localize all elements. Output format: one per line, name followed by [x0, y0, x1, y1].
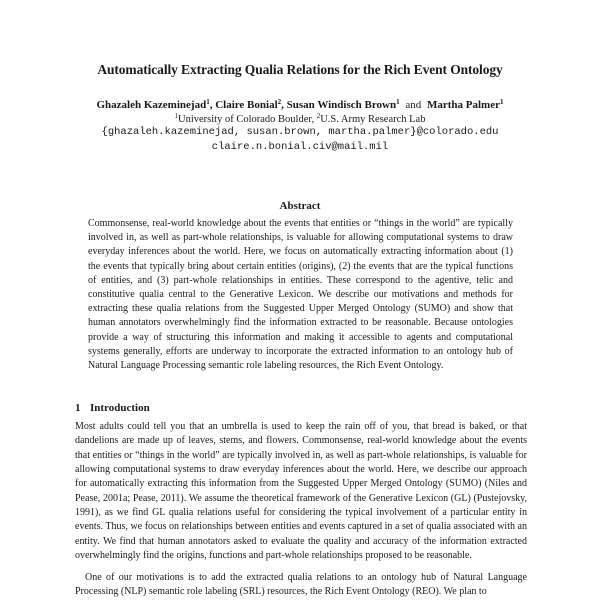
affil-text: University of Colorado Boulder, — [178, 114, 317, 125]
body-paragraph: Most adults could tell you that an umbrella is used to keep the rain off of you, that bread is baked, or that dandelions are made up of leaves, stems, and flowers. Commonsense, real-world knowledge about the events that entities or “things in the world” are typically involved in, as well as part-whole relationships, is valuable for allowing computational systems to draw everyday inferences about the world. Here, we describe our approach for automatically extracting this information from the Suggested Upper Merged Ontology (SUMO) (Niles and Pease, 2001a; Pease, 2011). We assume the theoretical framework of the Generative Lexicon (GL) (Pustejovsky, 1991), as we find GL qualia relations useful for considering the typical involvement of a particular entity in events. Thus, we focus on relationships between entities and events captured in a set of qualia associated with an entity. We find that human annotators asked to evaluate the quality and accuracy of the information extracted overwhelmingly find the origins, functions and part-whole relationships proposed to be reasonable. — [75, 421, 527, 562]
affil-marker: 2 — [316, 112, 321, 120]
author-separator: , — [281, 99, 287, 111]
section-heading — [75, 402, 150, 414]
author-separator: , — [209, 99, 216, 111]
author-affil-marker: 2 — [277, 98, 282, 106]
section-number: 1 — [75, 402, 81, 414]
paper-title: Automatically Extracting Qualia Relations for the Rich Event Ontology — [97, 62, 503, 77]
body-paragraph: One of our motivations is to add the extracted qualia relations to an ontology hub of Natural Language Processing (NLP) semantic role labeling (SRL) resources, the Rich Event Ontology (REO). We plan to — [75, 572, 527, 598]
author-affil-marker: 1 — [396, 98, 400, 106]
author-and: and — [405, 99, 422, 111]
author-name: Martha Palmer — [426, 99, 500, 111]
affil-text: U.S. Army Research Lab — [320, 114, 426, 125]
email-line: {ghazaleh.kazeminejad, susan.brown, martha.palmer}@colorado.edu — [101, 126, 499, 138]
section-title: Introduction — [90, 402, 150, 414]
author-list — [0, 98, 600, 111]
author-affil-marker: 1 — [499, 98, 504, 106]
abstract-text: Commonsense, real-world knowledge about the events that entities or “things in the world” are typically involved in, as well as part-whole relationships, is valuable for allowing computational systems to draw everyday inferences about the world. Here, we focus on automatically extracting information about (1) the events that typically bring about certain entities (origins), (2) the events that are the typical functions of entities, and (3) part-whole relationships in entities. These correspond to the agentive, telic and constitutive qualia central to the Generative Lexicon. We describe our motivations and methods for extracting these qualia relations from the Suggested Upper Merged Ontology (SUMO) and show that human annotators overwhelmingly find the information extracted to be reasonable. Because ontologies provide a way of structuring this information and making it accessible to agents and computational systems generally, efforts are underway to incorporate the extracted information to an ontology hub of Natural Language Processing semantic role labeling resources, the Rich Event Ontology. — [88, 218, 513, 372]
affil-marker: 1 — [174, 112, 179, 120]
affiliation-line — [0, 112, 600, 125]
author-affil-marker: 1 — [206, 98, 210, 106]
author-name: Claire Bonial — [215, 99, 278, 111]
author-name: Susan Windisch Brown — [286, 99, 397, 111]
email-line: claire.n.bonial.civ@mail.mil — [211, 141, 389, 153]
author-name: Ghazaleh Kazeminejad — [96, 99, 207, 111]
abstract-heading: Abstract — [279, 200, 321, 212]
